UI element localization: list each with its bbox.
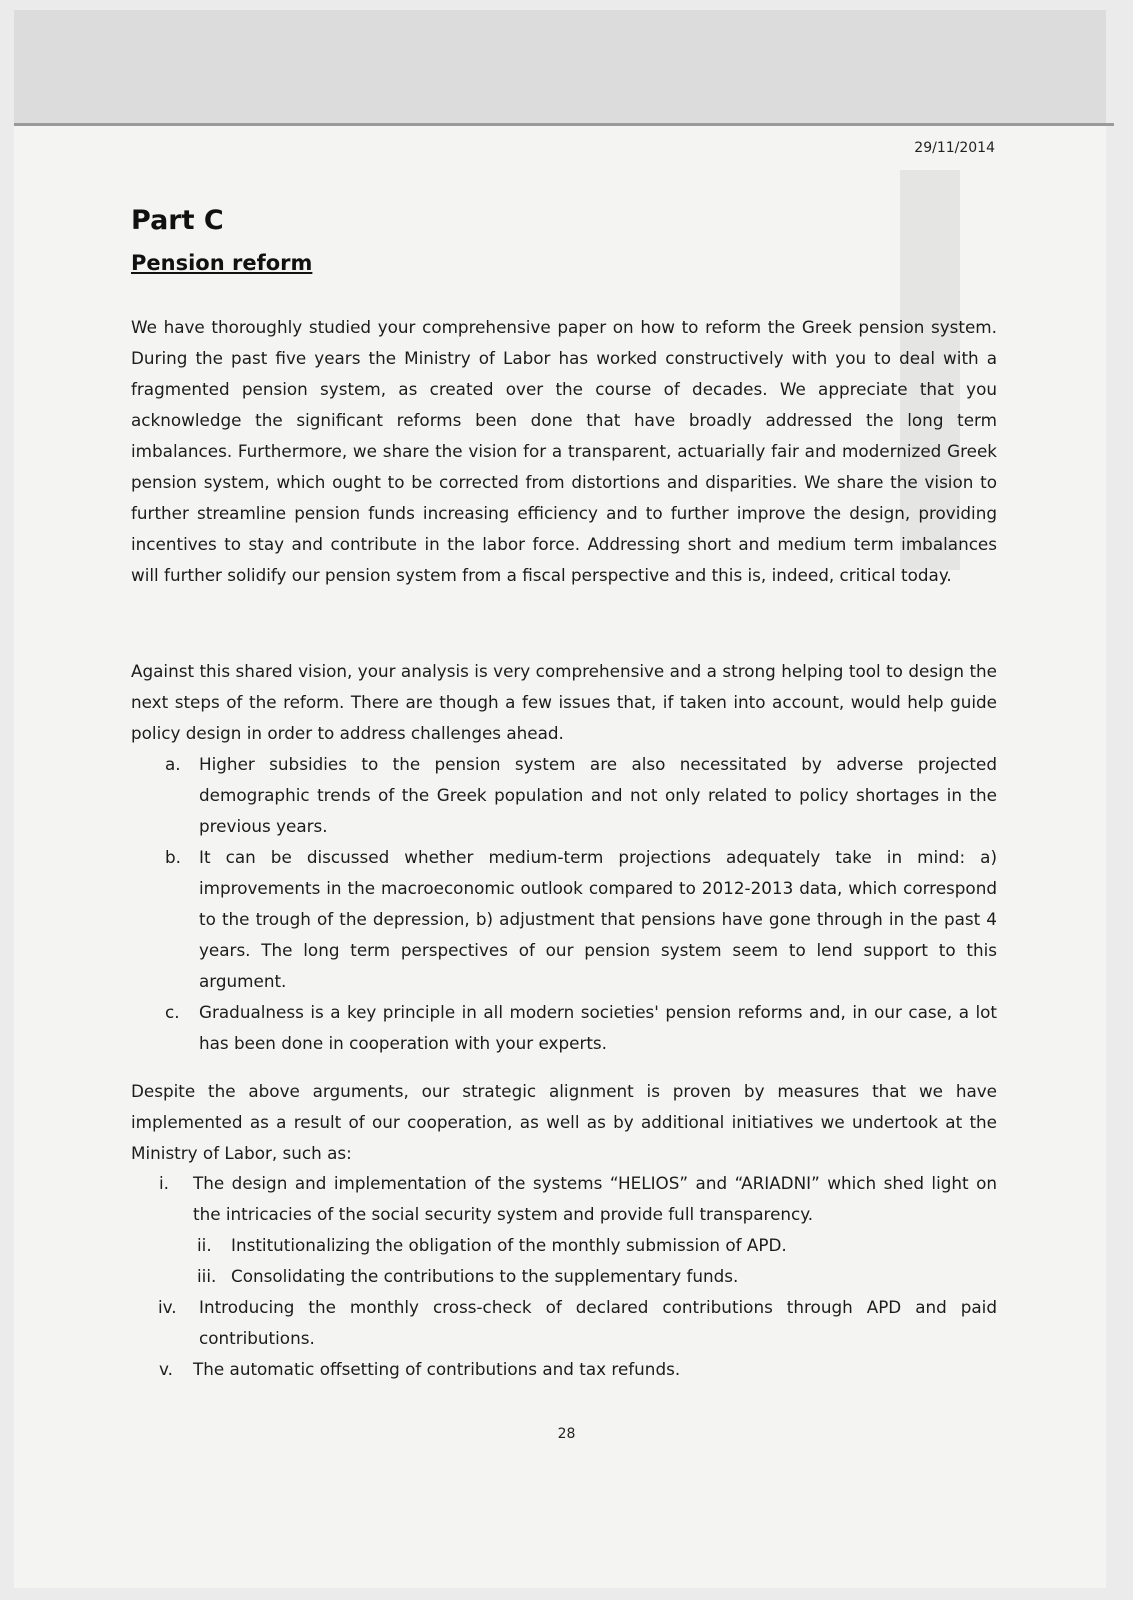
list-item-text: Higher subsidies to the pension system are also necessitated by adverse projected demographic trends of the Greek population and not only related to policy shortages in the previous years. [199,754,997,836]
analysis-paragraph: Against this shared vision, your analysis is very comprehensive and a strong helping tool to design the next steps of the reform. There are though a few issues that, if taken into account, would help guide policy design in order to address challenges ahead. [131,661,997,743]
document-date: 29/11/2014 [914,140,995,156]
issues-list [131,749,997,1059]
list-item-text: The design and implementation of the systems “HELIOS” and “ARIADNI” which shed light on the intricacies of the social security system and provide full transparency. [193,1173,997,1224]
list-item-text: Introducing the monthly cross-check of declared contributions through APD and paid contributions. [199,1297,997,1348]
intro-paragraph: We have thoroughly studied your comprehensive paper on how to reform the Greek pension system. During the past five years the Ministry of Labor has worked constructively with you to deal with a fragmented pension system, as created over the course of decades. We appreciate that you acknowledge the significant reforms been done that have broadly addressed the long term imbalances. Furthermore, we share the vision for a transparent, actuarially fair and modernized Greek pension system, which ought to be corrected from distortions and disparities. We share the vision to further streamline pension funds increasing efficiency and to further improve the design, providing incentives to stay and contribute in the labor force. Addressing short and medium term imbalances will further solidify our pension system from a fiscal perspective and this is, indeed, critical today. [131,317,997,585]
page-number: 28 [557,1426,576,1442]
list-item [131,1168,997,1230]
list-item [131,997,997,1059]
header-rule [14,123,1114,126]
list-item [131,749,997,842]
measures-paragraph: Despite the above arguments, our strategic alignment is proven by measures that we have implemented as a result of our cooperation, as well as by additional initiatives we undertook at the Ministry of Labor, such as: [131,1081,997,1163]
scan-header-shadow [14,10,1106,125]
list-item-text: Institutionalizing the obligation of the monthly submission of APD. [231,1235,787,1255]
list-marker: a. [165,754,181,774]
list-item [131,842,997,997]
part-title: Part C [131,205,224,236]
list-marker: i. [159,1173,169,1193]
list-item [131,1292,997,1354]
list-marker: c. [165,1002,180,1022]
list-item-text: It can be discussed whether medium-term projections adequately take in mind: a) improvements in the macroeconomic outlook compared to 2012-2013 data, which correspond to the trough of the depression, b) adjustment that pensions have gone through in the past 4 years. The long term perspectives of our pension system seem to lend support to this argument. [199,847,997,991]
list-marker: iv. [158,1297,177,1317]
measures-list [131,1168,997,1385]
list-item-text: The automatic offsetting of contributions and tax refunds. [193,1359,681,1379]
list-item [131,1354,997,1385]
list-marker: ii. [197,1235,212,1255]
list-marker: iii. [197,1266,217,1286]
list-item [131,1261,997,1292]
list-item-text: Consolidating the contributions to the supplementary funds. [231,1266,739,1286]
list-item [131,1230,997,1261]
list-marker: v. [159,1359,173,1379]
list-item-text: Gradualness is a key principle in all modern societies' pension reforms and, in our case, a lot has been done in cooperation with your experts. [199,1002,997,1053]
section-title: Pension reform [131,251,313,275]
list-marker: b. [165,847,181,867]
